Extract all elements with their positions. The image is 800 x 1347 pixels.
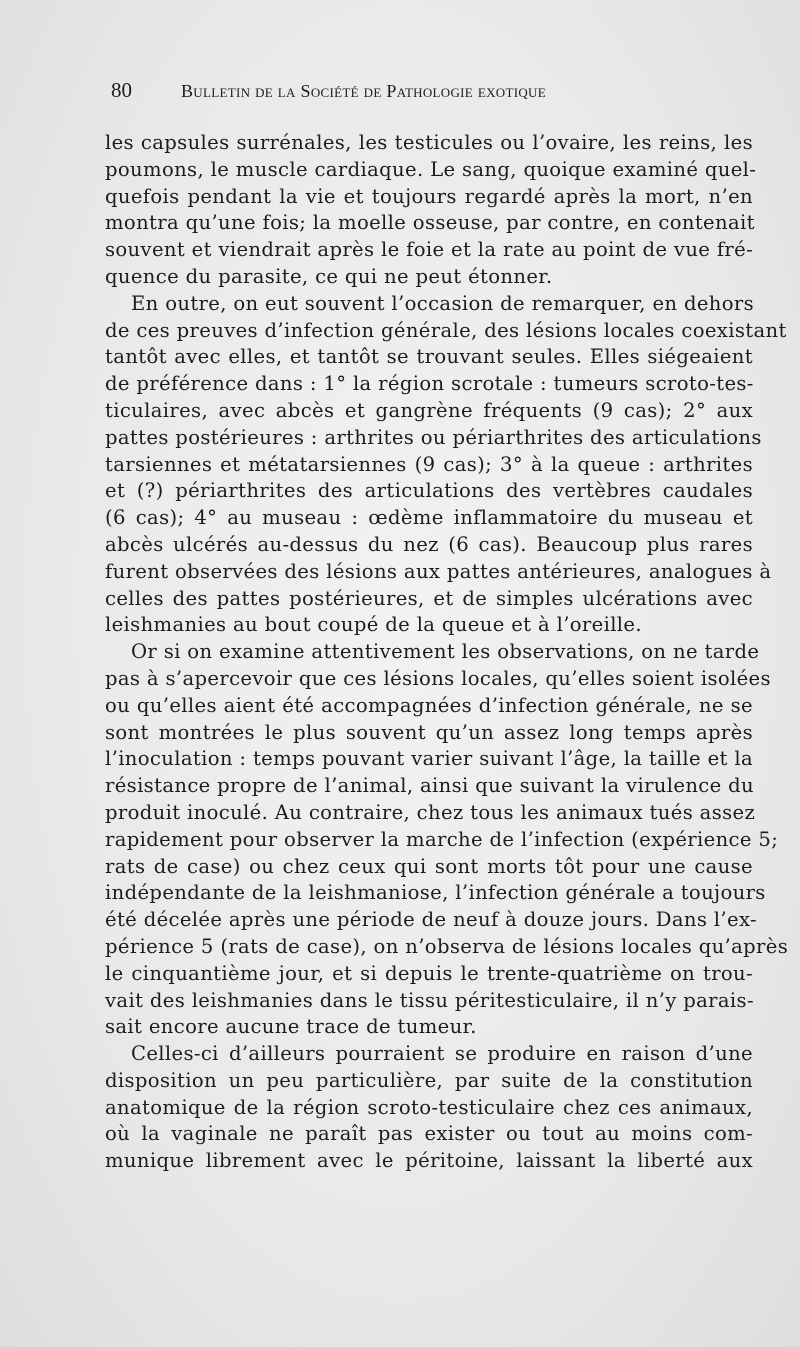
text-line: disposition un peu particulière, par suite de la constitution	[105, 1068, 753, 1092]
text-line: sont montrées le plus souvent qu’un assez long temps après	[105, 720, 753, 744]
text-line: ou qu’elles aient été accompagnées d’infection générale, ne se	[105, 693, 753, 717]
text-line: vait des leishmanies dans le tissu péritesticulaire, il n’y parais-	[105, 988, 754, 1012]
text-line: leishmanies au bout coupé de la queue et à l’oreille.	[105, 613, 642, 637]
text-line: montra qu’une fois; la moelle osseuse, par contre, en contenait	[105, 211, 755, 235]
text-line: produit inoculé. Au contraire, chez tous les animaux tués assez	[105, 800, 756, 824]
text-line: rats de case) ou chez ceux qui sont morts tôt pour une cause	[105, 854, 753, 878]
text-line: quefois pendant la vie et toujours regardé après la mort, n’en	[105, 184, 753, 208]
text-line: quence du parasite, ce qui ne peut étonner.	[105, 264, 553, 288]
text-line: les capsules surrénales, les testicules ou l’ovaire, les reins, les	[105, 131, 753, 154]
text-line: été décelée après une période de neuf à douze jours. Dans l’ex-	[105, 908, 757, 932]
running-header	[105, 78, 753, 108]
text-line: périence 5 (rats de case), on n’observa de lésions locales qu’après	[105, 934, 789, 958]
text-line: celles des pattes postérieures, et de simples ulcérations avec	[105, 586, 753, 610]
text-line: En outre, on eut souvent l’occasion de remarquer, en dehors	[131, 291, 755, 315]
text-line: ticulaires, avec abcès et gangrène fréquents (9 cas); 2° aux	[105, 398, 753, 422]
text-line: (6 cas); 4° au museau : œdème inflammatoire du museau et	[105, 506, 753, 530]
text-line: poumons, le muscle cardiaque. Le sang, quoique examiné quel-	[105, 157, 757, 181]
text-line: tantôt avec elles, et tantôt se trouvant seules. Elles siégeaient	[105, 345, 753, 369]
text-line: l’inoculation : temps pouvant varier suivant l’âge, la taille et la	[105, 747, 753, 771]
body-text	[105, 130, 789, 1175]
text-line: munique librement avec le péritoine, laissant la liberté aux	[105, 1149, 753, 1173]
text-line: résistance propre de l’animal, ainsi que suivant la virulence du	[105, 774, 755, 798]
text-line: furent observées des lésions aux pattes antérieures, analogues à	[105, 559, 772, 583]
text-line: abcès ulcérés au-dessus du nez (6 cas). Beaucoup plus rares	[105, 532, 753, 556]
text-line: et (?) périarthrites des articulations des vertèbres caudales	[105, 479, 753, 503]
journal-title: Bulletin de la Société de Pathologie exotique	[181, 81, 546, 101]
text-line: rapidement pour observer la marche de l’infection (expérience 5;	[105, 827, 779, 851]
text-line: de préférence dans : 1° la région scrotale : tumeurs scroto-tes-	[105, 372, 754, 396]
text-line: tarsiennes et métatarsiennes (9 cas); 3° à la queue : arthrites	[105, 452, 753, 476]
text-line: indépendante de la leishmaniose, l’infection générale a toujours	[105, 881, 766, 905]
paragraph	[105, 130, 757, 291]
text-line: où la vaginale ne paraît pas exister ou tout au moins com-	[105, 1122, 753, 1146]
text-line: souvent et viendrait après le foie et la rate au point de vue fré-	[105, 238, 754, 262]
text-line: Or si on examine attentivement les observations, on ne tarde	[131, 640, 760, 664]
text-line: anatomique de la région scroto-testiculaire chez ces animaux,	[105, 1095, 753, 1119]
page-number: 80	[111, 78, 132, 102]
text-line: sait encore aucune trace de tumeur.	[105, 1015, 477, 1039]
text-line: de ces preuves d’infection générale, des lésions locales coexistant	[105, 318, 787, 342]
page	[105, 78, 789, 1175]
paragraph	[105, 639, 789, 1041]
text-line: le cinquantième jour, et si depuis le trente-quatrième on trou-	[105, 961, 753, 985]
text-line: Celles-ci d’ailleurs pourraient se produire en raison d’une	[131, 1042, 753, 1066]
text-line: pattes postérieures : arthrites ou périarthrites des articulations	[105, 425, 762, 449]
text-line: pas à s’apercevoir que ces lésions locales, qu’elles soient isolées	[105, 666, 771, 690]
paragraph	[105, 1041, 753, 1175]
paragraph	[105, 291, 787, 639]
